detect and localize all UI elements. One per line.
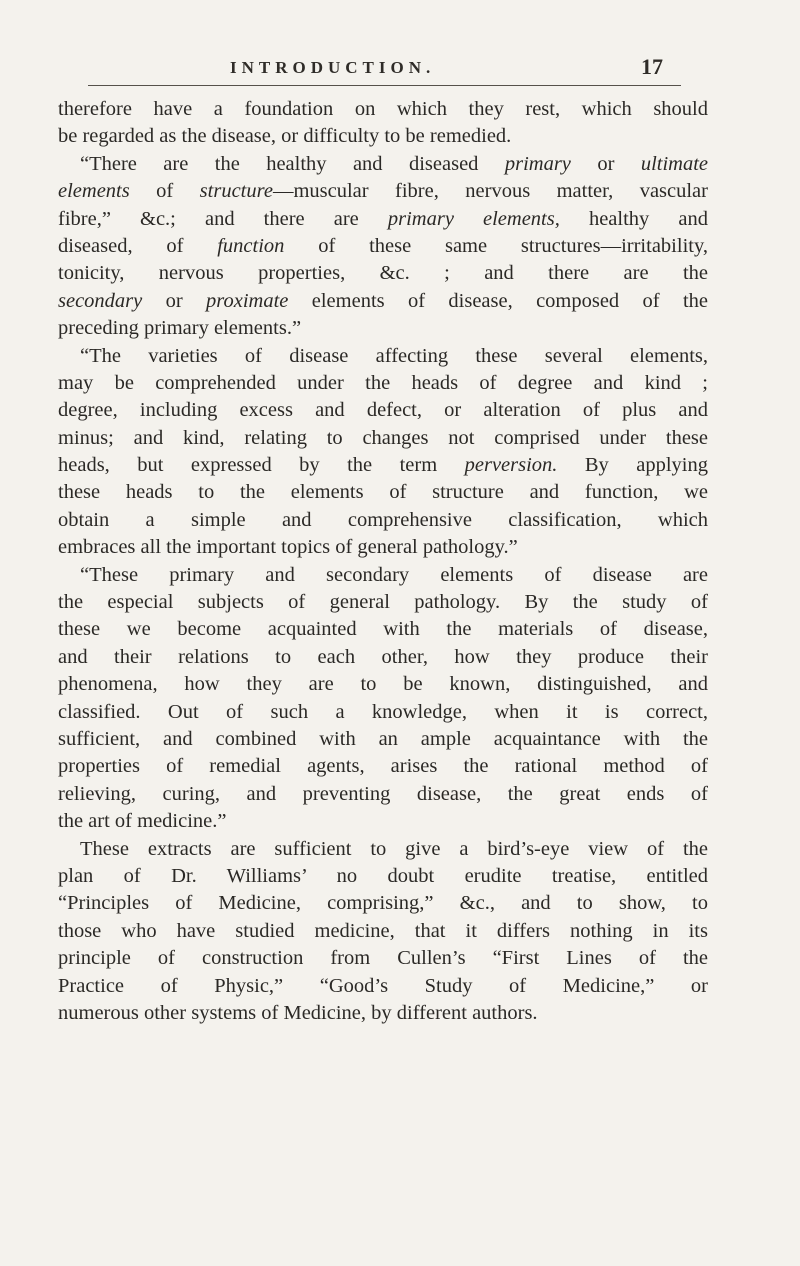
text-line: Practice of Physic,” “Good’s Study of Medicine,” or bbox=[58, 974, 708, 997]
text-line: plan of Dr. Williams’ no doubt erudite treatise, entitled bbox=[58, 864, 708, 887]
text-line: the art of medicine.” bbox=[58, 810, 227, 833]
text-line: tonicity, nervous properties, &c. ; and there are the bbox=[58, 262, 708, 285]
body-text bbox=[58, 96, 708, 1027]
text-line: these heads to the elements of structure and function, we bbox=[58, 481, 708, 504]
text-line: sufficient, and combined with an ample acquaintance with the bbox=[58, 727, 708, 750]
running-title: INTRODUCTION. bbox=[230, 58, 436, 77]
text-line: relieving, curing, and preventing disease, the great ends of bbox=[58, 782, 708, 805]
text-line: “Principles of Medicine, comprising,” &c., and to show, to bbox=[58, 892, 708, 915]
text-line: These extracts are sufficient to give a bird’s-eye view of the bbox=[80, 837, 708, 860]
text-line: therefore have a foundation on which they rest, which should bbox=[58, 98, 708, 120]
text-line: be regarded as the disease, or difficulty to be remedied. bbox=[58, 125, 512, 148]
text-line: and their relations to each other, how they produce their bbox=[58, 645, 708, 668]
text-line: embraces all the important topics of general pathology.” bbox=[58, 536, 518, 559]
page-number: 17 bbox=[641, 54, 663, 79]
text-line: “There are the healthy and diseased primary or ultimate bbox=[80, 152, 708, 175]
text-line: obtain a simple and comprehensive classification, which bbox=[58, 508, 708, 531]
text-line: minus; and kind, relating to changes not comprised under these bbox=[58, 426, 708, 449]
text-line: preceding primary elements.” bbox=[58, 317, 302, 340]
text-line: those who have studied medicine, that it differs nothing in its bbox=[58, 919, 708, 942]
text-line: degree, including excess and defect, or alteration of plus and bbox=[58, 399, 708, 422]
text-line: “The varieties of disease affecting these several elements, bbox=[80, 344, 708, 367]
text-line: fibre,” &c.; and there are primary elements, healthy and bbox=[58, 207, 708, 230]
text-line: heads, but expressed by the term perversion. By applying bbox=[58, 454, 708, 477]
text-line: “These primary and secondary elements of disease are bbox=[80, 563, 708, 586]
text-line: numerous other systems of Medicine, by different authors. bbox=[58, 1001, 538, 1024]
text-line: secondary or proximate elements of disease, composed of the bbox=[58, 289, 708, 312]
running-head bbox=[0, 54, 800, 84]
text-line: may be comprehended under the heads of degree and kind ; bbox=[58, 371, 708, 394]
header-rule bbox=[88, 85, 681, 86]
text-line: these we become acquainted with the materials of disease, bbox=[58, 618, 708, 641]
text-line: phenomena, how they are to be known, distinguished, and bbox=[58, 673, 708, 696]
text-line: diseased, of function of these same structures—irritability, bbox=[58, 234, 708, 257]
text-line: classified. Out of such a knowledge, when it is correct, bbox=[58, 700, 708, 723]
text-line: elements of structure—muscular fibre, nervous matter, vascular bbox=[58, 180, 708, 203]
text-line: the especial subjects of general pathology. By the study of bbox=[58, 591, 708, 614]
text-line: principle of construction from Cullen’s “First Lines of the bbox=[58, 947, 708, 970]
text-line: properties of remedial agents, arises the rational method of bbox=[58, 755, 708, 778]
